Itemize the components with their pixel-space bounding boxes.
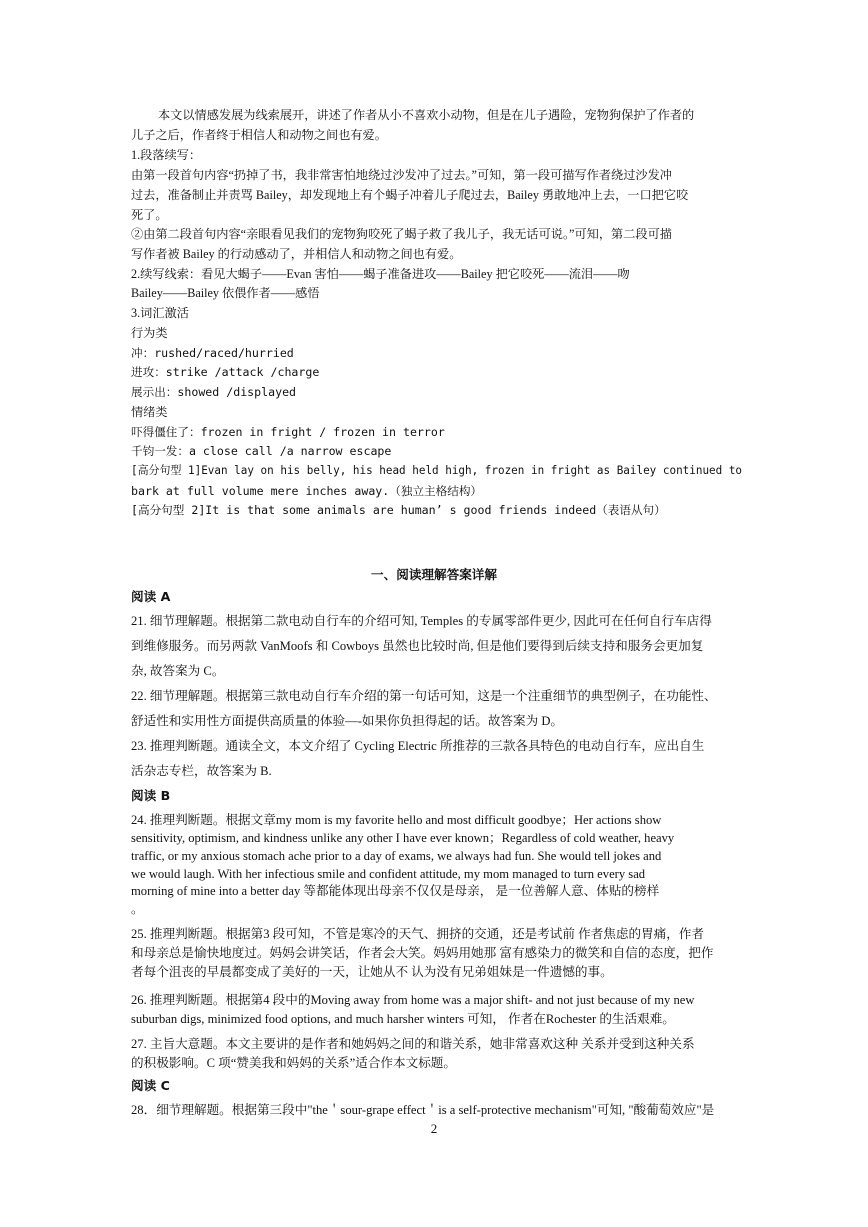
category-emotion: 情绪类 [131, 405, 168, 419]
category-action: 行为类 [131, 326, 168, 340]
q22-line-a: 22. 细节理解题。根据第三款电动自行车介绍的第一句话可知，这是一个注重细节的典型例子，在功能性、 [131, 689, 717, 703]
q24-line-c: traffic, or my anxious stomach ache prior to a day of exams, we always had fun. She would tell jokes and [131, 849, 662, 863]
p1-line-b: 过去，准备制止并责骂 Bailey，却发现地上有个蝎子冲着儿子爬过去，Bailey 勇敢地冲上去，一口把它咬 [131, 188, 689, 202]
q27-line-a: 27. 主旨大意题。本文主要讲的是作者和她妈妈之间的和谐关系，她非常喜欢这种 关系并受到这种关系 [131, 1037, 695, 1051]
vocab-rush: 冲：rushed/raced/hurried [131, 346, 294, 360]
q21-line-c: 杂, 故答案为 C。 [131, 664, 225, 678]
p1-line-d: ②由第二段首句内容“亲眼看见我们的宠物狗咬死了蝎子救了我儿子，我无话可说。”可知，第二段可描 [131, 227, 672, 241]
sentence-1-b: bark at full volume mere inches away.（独立主格结构） [131, 484, 483, 498]
reading-a-label: 阅读 A [131, 589, 171, 604]
paragraph-continuation-title: 1.段落续写： [131, 148, 202, 162]
intro-line-1: 本文以情感发展为线索展开，讲述了作者从小不喜欢小动物，但是在儿子遇险，宠物狗保护了作者的 [158, 108, 695, 122]
p1-line-e: 写作者被 Bailey 的行动感动了，并相信人和动物之间也有爱。 [131, 247, 462, 261]
p1-line-a: 由第一段首句内容“扔掉了书，我非常害怕地绕过沙发冲了过去。”可知，第一段可描写作者绕过沙发冲 [131, 168, 672, 182]
clue-line-b: Bailey——Bailey 依偎作者——感悟 [131, 286, 320, 300]
q23-line-b: 活杂志专栏，故答案为 B. [131, 764, 272, 778]
q24-line-f: 。 [131, 902, 144, 916]
q28-line-a: 28．细节理解题。根据第三段中"the＇sour-grape effect＇is a self-protective mechanism"可知, "酸葡萄效应"是 [131, 1103, 715, 1117]
p1-line-c: 死了。 [131, 208, 168, 222]
reading-b-label: 阅读 B [131, 788, 171, 803]
q22-line-b: 舒适性和实用性方面提供高质量的体验—-如果你负担得起的话。故答案为 D。 [131, 714, 564, 728]
sentence-1-a: [高分句型 1]Evan lay on his belly, his head held high, frozen in fright as Bailey continued to [131, 464, 743, 477]
q24-line-e: morning of mine into a better day 等都能体现出母亲不仅仅是母亲， 是一位善解人意、体贴的榜样 [131, 884, 660, 898]
q25-line-b: 和母亲总是愉快地度过。妈妈会讲笑话，作者会大笑。妈妈用她那 富有感染力的微笑和自信的态度，把作 [131, 946, 714, 960]
q24-line-b: sensitivity, optimism, and kindness unlike any other I have ever known；Regardless of cold weather, heavy [131, 831, 675, 845]
q24-line-a: 24. 推理判断题。根据文章my mom is my favorite hello and most difficult goodbye；Her actions show [131, 813, 662, 827]
vocab-frozen: 吓得僵住了：frozen in fright / frozen in terror [131, 425, 445, 439]
q24-line-d: we would laugh. With her infectious smile and confident attitude, my mom managed to turn every sad [131, 867, 646, 881]
intro-line-2: 儿子之后，作者终于相信人和动物之间也有爱。 [131, 128, 387, 142]
q23-line-a: 23. 推理判断题。通读全文，本文介绍了 Cycling Electric 所推荐的三款各具特色的电动自行车，应出自生 [131, 739, 705, 753]
q25-line-a: 25. 推理判断题。根据第3 段可知，不管是寒冷的天气、拥挤的交通，还是考试前 作者焦虑的胃痛，作者 [131, 927, 705, 941]
sentence-2: [高分句型 2]It is that some animals are human’ s good friends indeed（表语从句） [131, 503, 666, 517]
q27-line-b: 的积极影响。C 项“赞美我和妈妈的关系”适合作本文标题。 [131, 1056, 456, 1070]
page-number: 2 [430, 1121, 438, 1136]
q26-line-a: 26. 推理判断题。根据第4 段中的Moving away from home was a major shift- and not just because of my new [131, 993, 695, 1007]
section-title: 一、阅读理解答案详解 [371, 567, 497, 582]
clue-line-a: 2.续写线索：看见大蝎子——Evan 害怕——蝎子准备进攻——Bailey 把它咬死——流泪——吻 [131, 267, 630, 281]
q25-line-c: 者每个沮丧的早晨都变成了美好的一天，让她从不 认为没有兄弟姐妹是一件遗憾的事。 [131, 965, 613, 979]
vocab-close-call: 千钧一发：a close call /a narrow escape [131, 444, 392, 458]
vocab-title: 3.词汇激活 [131, 306, 189, 320]
q21-line-a: 21. 细节理解题。根据第二款电动自行车的介绍可知, Temples 的专属零部件更少, 因此可在任何自行车店得 [131, 614, 712, 628]
vocab-attack: 进攻：strike /attack /charge [131, 365, 320, 379]
vocab-show: 展示出：showed /displayed [131, 385, 297, 399]
q26-line-b: suburban digs, minimized food options, and much harsher winters 可知， 作者在Rochester 的生活艰难。 [131, 1012, 675, 1026]
q21-line-b: 到维修服务。而另两款 VanMoofs 和 Cowboys 虽然也比较时尚, 但是他们要得到后续支持和服务会更加复 [131, 639, 704, 653]
reading-c-label: 阅读 C [131, 1078, 170, 1093]
